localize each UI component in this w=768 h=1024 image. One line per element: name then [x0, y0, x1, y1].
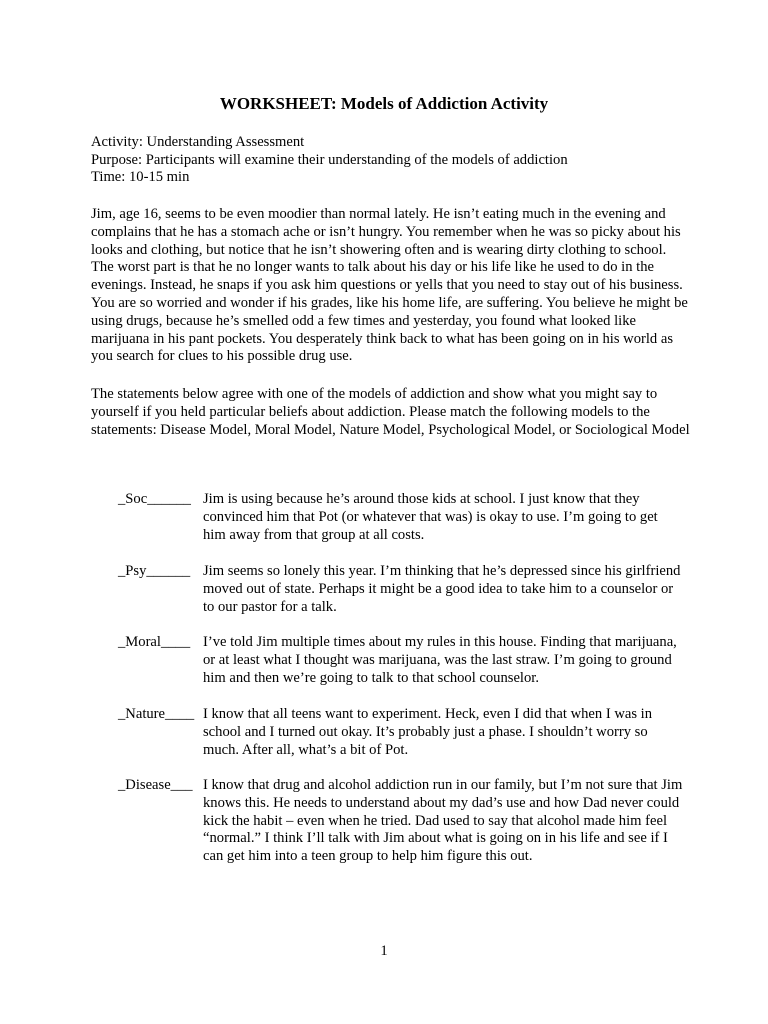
answer-blank: _Nature____	[118, 706, 195, 722]
statement-text: Jim is using because he’s around those kids at school. I just know that they convinced him that Pot (or whatever that was) is okay to use. I’m going to get him away from that group at all costs.	[203, 491, 658, 543]
answer-blank: _Psy______	[118, 563, 191, 579]
scenario-paragraph: Jim, age 16, seems to be even moodier than normal lately. He isn’t eating much in the evening and complains that he has a stomach ache or isn’t hungry. You remember when he was so picky about his looks and clothing, but notice that he isn’t showering often and is wearing dirty clothing to school. The worst part is that he no longer wants to talk about his day or his life like he used to do in the evenings. Instead, he snaps if you ask him questions or yells that you need to stay out of his business. You are so worried and wonder if his grades, like his home life, are suffering. You believe he might be using drugs, because he’s smelled odd a few times and yesterday, you found what looked like marijuana in his pant pockets. You desperately think back to what has been going on in his world as you search for clues to his possible drug use.	[91, 206, 688, 365]
answer-blank: _Disease___	[118, 777, 193, 793]
page-number: 1	[380, 943, 388, 959]
worksheet-title: WORKSHEET: Models of Addiction Activity	[219, 94, 549, 113]
statement-text: I know that all teens want to experiment. Heck, even I did that when I was in school and I turned out okay. It’s probably just a phase. I shouldn’t worry so much. After all, what’s a bit of Pot.	[203, 706, 653, 758]
answer-blank: _Soc______	[118, 491, 191, 507]
answer-blank: _Moral____	[118, 634, 191, 650]
purpose-line: Purpose: Participants will examine their understanding of the models of addiction	[91, 151, 568, 168]
activity-info	[91, 134, 711, 187]
statement-text: I’ve told Jim multiple times about my rules in this house. Finding that marijuana, or at least what I thought was marijuana, was the last straw. I’m going to ground him and then we’re going to talk to that school counselor.	[203, 634, 677, 686]
statement-text: Jim seems so lonely this year. I’m thinking that he’s depressed since his girlfriend moved out of state. Perhaps it might be a good idea to take him to a counselor or to our pastor for a talk.	[203, 563, 681, 615]
time-line: Time: 10-15 min	[91, 169, 190, 185]
instructions-paragraph: The statements below agree with one of the models of addiction and show what you might say to yourself if you held particular beliefs about addiction. Please match the following models to the statements: Disease Model, Moral Model, Nature Model, Psychological Model, or Sociological Model	[91, 386, 690, 438]
activity-line: Activity: Understanding Assessment	[91, 134, 305, 150]
statement-text: I know that drug and alcohol addiction run in our family, but I’m not sure that Jim knows this. He needs to understand about my dad’s use and how Dad never could kick the habit – even when he tried. Dad used to say that alcohol made him feel “normal.” I think I’ll talk with Jim about what is going on in his life and see if I can get him into a teen group to help him figure this out.	[203, 777, 683, 865]
